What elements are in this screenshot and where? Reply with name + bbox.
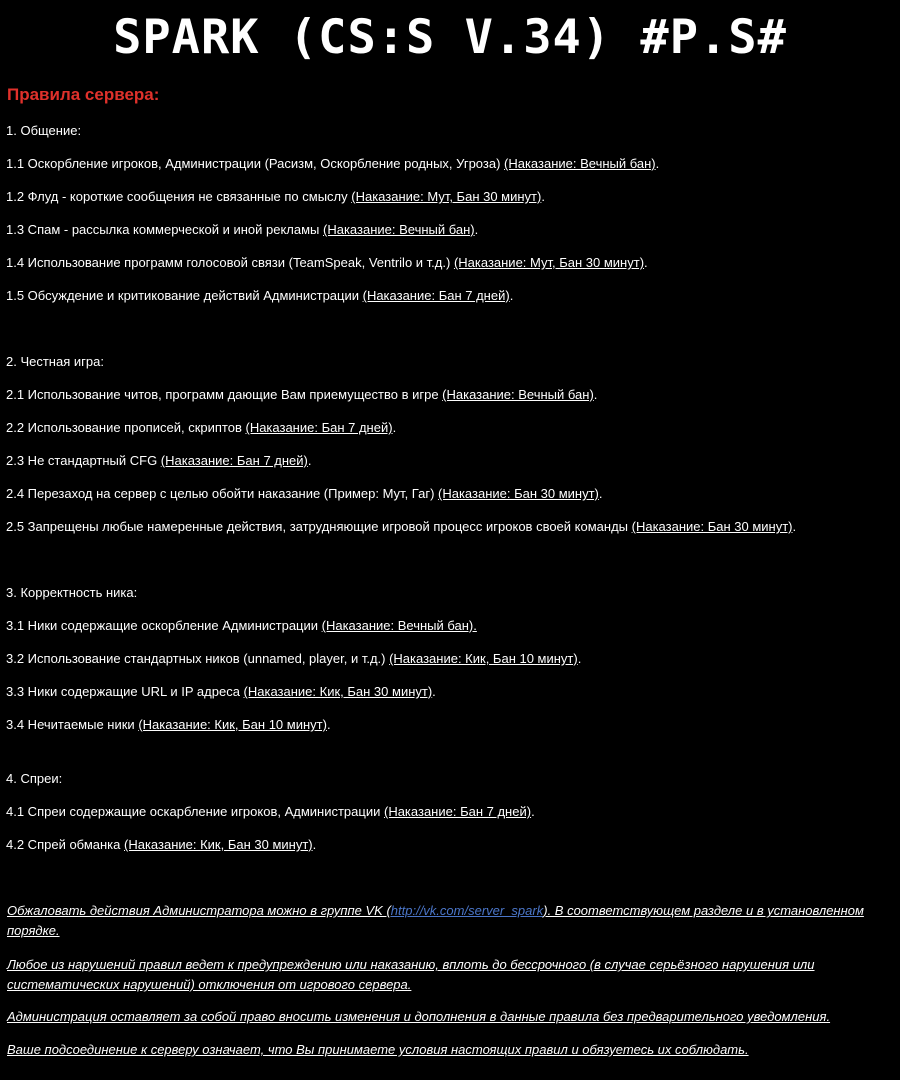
penalty-label: (Наказание: Кик, Бан 30 минут) [243, 684, 433, 699]
rule-end: . [474, 222, 479, 237]
rule-item [6, 650, 581, 668]
penalty-label: (Наказание: Бан 7 дней) [160, 453, 308, 468]
penalty-label: (Наказание: Кик, Бан 10 минут) [138, 717, 327, 732]
rule-end: . [541, 189, 545, 204]
section-title-fair-play: 2. Честная игра: [6, 354, 104, 369]
rule-text: 2.1 Использование читов, программ дающие Вам приемущество в игре [6, 387, 443, 402]
appeal-note [7, 901, 892, 941]
penalty-label: (Наказание: Бан 30 минут) [438, 486, 599, 501]
rule-end: . [644, 255, 648, 270]
rule-text: 3.4 Нечитаемые ники [6, 717, 139, 732]
rule-text: 4.1 Спреи содержащие оскарбление игроков, Администрации [6, 804, 384, 819]
rule-end: . [392, 420, 397, 435]
penalty-label: (Наказание: Бан 7 дней) [362, 288, 510, 303]
rule-text: 3.1 Ники содержащие оскорбление Администрации [6, 618, 322, 633]
section-title-nickname: 3. Корректность ника: [6, 585, 138, 600]
rule-end: . [326, 717, 331, 732]
agreement-note: Ваше подсоединение к серверу означает, что Вы принимаете условия настоящих правил и обязуетесь их соблюдать. [7, 1042, 749, 1057]
appeal-text: Обжаловать действия Администратора можно в группе VK ( [7, 903, 391, 918]
rule-item [6, 716, 331, 734]
warning-note: Любое из нарушений правил ведет к предупреждению или наказанию, вплоть до бессрочного (в случае серьёзного нарушения или систематических нарушений) отключения от игрового сервера. [7, 957, 815, 992]
appeal-text-end: ). В соответствующем разделе и в установленном порядке. [7, 903, 864, 938]
penalty-label: (Наказание: Бан 7 дней) [383, 804, 532, 819]
rules-heading: Правила сервера: [7, 85, 160, 104]
rule-item [6, 485, 603, 503]
rule-item [6, 518, 796, 536]
rule-text: 1.5 Обсуждение и критикование действий Администрации [6, 288, 363, 303]
rule-item [6, 617, 477, 635]
penalty-label: (Наказание: Вечный бан) [504, 156, 656, 171]
rule-end: . [593, 387, 598, 402]
rule-item [6, 803, 535, 821]
rule-text: 1.4 Использование программ голосовой связи (TeamSpeak, Ventrilo и т.д.) [6, 255, 454, 270]
rule-text: 2.2 Использование прописей, скриптов [6, 420, 246, 435]
rule-item [6, 155, 659, 173]
rule-item [6, 188, 545, 206]
admin-rights-note: Администрация оставляет за собой право вносить изменения и дополнения в данные правила без предварительного уведомления. [7, 1009, 831, 1024]
rule-end: . [531, 804, 535, 819]
rule-text: 1.3 Спам - рассылка коммерческой и иной рекламы [6, 222, 324, 237]
penalty-label: (Наказание: Кик, Бан 10 минут) [389, 651, 578, 666]
page-title: SPARK (CS:S V.34) #P.S# [113, 10, 787, 65]
rule-end: . [307, 453, 312, 468]
rule-item [6, 683, 436, 701]
rule-item [6, 386, 597, 404]
rule-end: . [312, 837, 317, 852]
penalty-label: (Наказание: Бан 30 минут) [631, 519, 793, 534]
rule-text: 2.4 Перезаход на сервер с целью обойти наказание (Пример: Мут, Гаг) [6, 486, 439, 501]
vk-group-link[interactable]: http://vk.com/server_spark [390, 903, 544, 918]
rule-text: 2.3 Не стандартный CFG [6, 453, 161, 468]
penalty-label: (Наказание: Кик, Бан 30 минут) [124, 837, 313, 852]
rule-text: 3.3 Ники содержащие URL и IP адреса [6, 684, 244, 699]
rule-text: 1.1 Оскорбление игроков, Администрации (Расизм, Оскорбление родных, Угроза) [6, 156, 505, 171]
penalty-label: (Наказание: Вечный бан) [442, 387, 594, 402]
section-title-sprays: 4. Спреи: [6, 771, 63, 786]
rule-item [6, 452, 312, 470]
rule-text: 2.5 Запрещены любые намеренные действия, затрудняющие игровой процесс игроков своей команды [6, 519, 632, 534]
penalty-label: (Наказание: Вечный бан) [323, 222, 475, 237]
rule-item [6, 254, 648, 272]
rule-item [6, 287, 513, 305]
rule-end: . [792, 519, 797, 534]
rule-text: 4.2 Спрей обманка [6, 837, 124, 852]
penalty-label: (Наказание: Мут, Бан 30 минут) [351, 189, 542, 204]
penalty-label: (Наказание: Мут, Бан 30 минут) [453, 255, 645, 270]
section-title-communication: 1. Общение: [6, 123, 82, 138]
rule-item [6, 419, 396, 437]
rule-item [6, 221, 478, 239]
rule-item [6, 836, 316, 854]
penalty-label: (Наказание: Бан 7 дней) [245, 420, 393, 435]
rule-text: 1.2 Флуд - короткие сообщения не связанные по смыслу [6, 189, 352, 204]
rule-end: . [655, 156, 660, 171]
rule-end: . [577, 651, 582, 666]
rule-end: . [432, 684, 436, 699]
rule-end: . [598, 486, 603, 501]
rule-text: 3.2 Использование стандартных ников (unnamed, player, и т.д.) [6, 651, 390, 666]
rule-end: . [509, 288, 514, 303]
penalty-label: (Наказание: Вечный бан). [321, 618, 477, 633]
